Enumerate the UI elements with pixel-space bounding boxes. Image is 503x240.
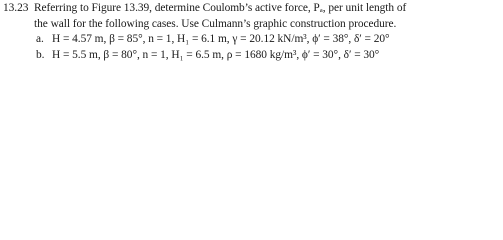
problem-statement-line-2 xyxy=(3,17,501,33)
case-a xyxy=(3,32,501,48)
case-b xyxy=(3,48,501,64)
problem-text xyxy=(3,1,501,63)
case-a-label: a. xyxy=(36,33,44,45)
problem-number: 13.23 xyxy=(3,2,29,14)
problem-statement-1: Referring to Figure 13.39, determine Coulomb’s active force, Pₐ, per unit length of xyxy=(34,2,407,14)
problem-statement-2: the wall for the following cases. Use Culmann’s graphic construction procedure. xyxy=(34,17,397,30)
case-b-values: H = 5.5 m, β = 80°, n = 1, H₁ = 6.5 m, ρ = 1680 kg/m³, ϕ′ = 30°, δ′ = 30° xyxy=(52,48,380,61)
problem-statement-line-1 xyxy=(3,1,501,17)
case-a-values: H = 4.57 m, β = 85°, n = 1, H₁ = 6.1 m, γ = 20.12 kN/m³, ϕ′ = 38°, δ′ = 20° xyxy=(52,33,390,45)
case-b-label: b. xyxy=(36,48,45,61)
